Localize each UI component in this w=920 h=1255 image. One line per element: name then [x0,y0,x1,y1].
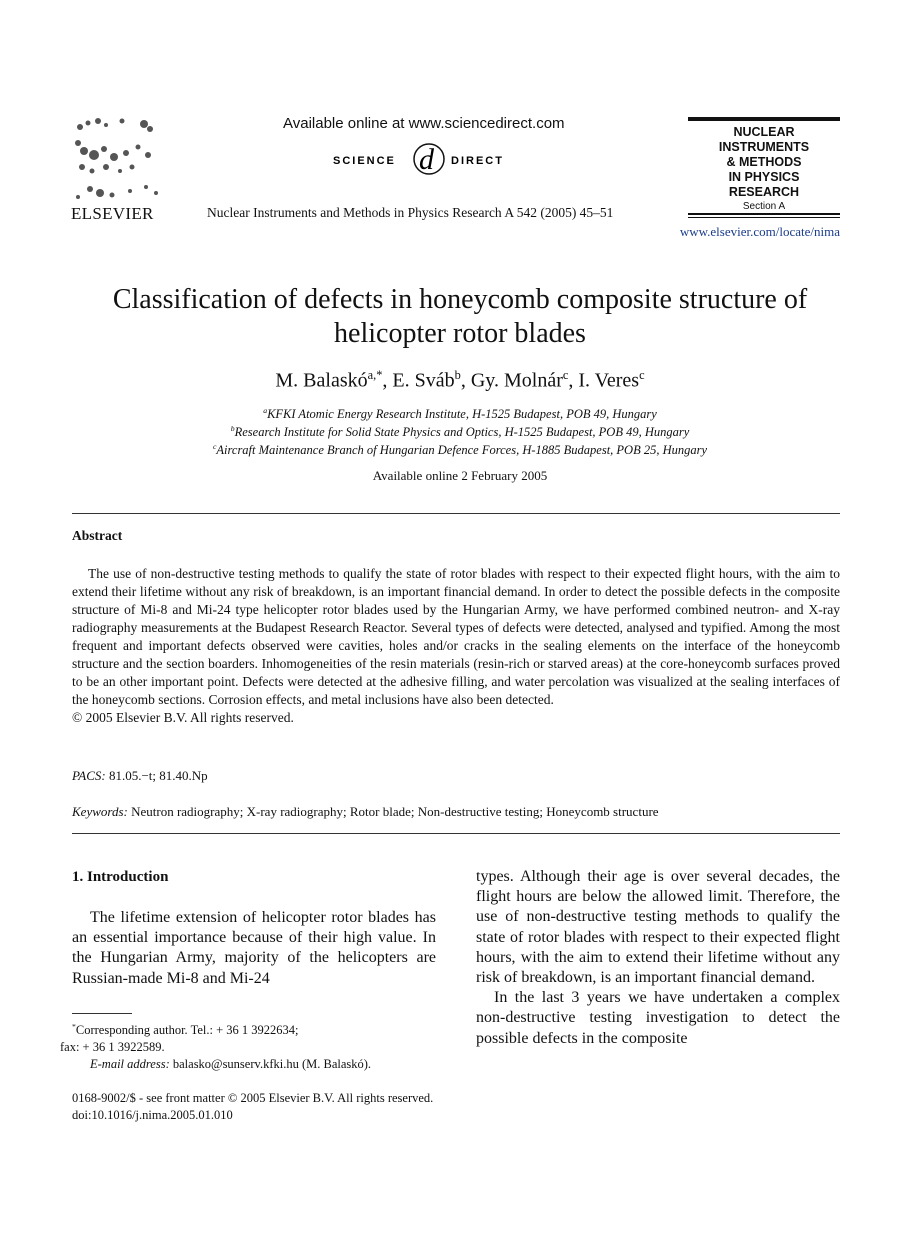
sd-right-word: DIRECT [451,155,504,167]
journal-logo-line: & METHODS [726,155,802,169]
author-sup: a,* [367,368,383,382]
keywords-list: Neutron radiography; X-ray radiography; Rotor blade; Non-destructive testing; Honeycomb structure [131,804,659,819]
divider [72,833,840,834]
abstract-copyright: © 2005 Elsevier B.V. All rights reserved. [72,710,294,725]
available-date: Available online 2 February 2005 [372,468,548,483]
divider [72,513,840,514]
affiliation-text: Aircraft Maintenance Branch of Hungarian Defence Forces, H-1885 Budapest, POB 25, Hungary [216,443,708,458]
journal-section: Section A [742,201,786,212]
journal-url-link[interactable]: www.elsevier.com/locate/nima [679,224,840,239]
affiliation [60,442,860,458]
abstract-text: The use of non-destructive testing methods to qualify the state of rotor blades with respect to their expected flight hours, with the aim to extend their lifetime without any risk of breakdown, is an important financial demand. In order to detect the possible defects in the composite structure of Mi-8 and Mi-24 type helicopter rotor blades used by the Hungarian Army, we have performed combined neutron- and X-ray radiography measurements at the Budapest Research Reactor. Several types of defects were detected, analysed and typified. Among the most frequent and important defects observed were cavities, holes and/or cracks in the sealing elements on the interface of the honeycomb structure and the section boarders. Inhomogeneities of the resin materials (resin-rich or starved areas) at the core-honeycomb surfaces proved to be an other important point. Defects were detected at the adhesive filling, and water percolation was visualized at the sealing interfaces of the honeycomb sections. Corrosion effects, and metal inclusions have also been detected. [72,566,840,707]
intro-right-paragraph: In the last 3 years we have undertaken a complex non-destructive testing investigation to detect the possible defects in the composite [476,989,840,1047]
doi-line: doi:10.1016/j.nima.2005.01.010 [72,1108,233,1122]
footnote-line: *Corresponding author. Tel.: + 36 1 3922634; [72,1022,299,1038]
intro-right-column [476,867,840,1049]
author-sup: c [562,368,569,382]
author-name: E. Sváb [392,369,455,392]
available-online-text: Available online at www.sciencedirect.com [283,115,565,132]
journal-reference: Nuclear Instruments and Methods in Physics Research A 542 (2005) 45–51 [207,205,614,220]
paper-title-line: helicopter rotor blades [334,318,586,349]
journal-logo-line: NUCLEAR [733,125,795,139]
footnote-corresponding: Corresponding author. Tel.: + 36 1 3922634; [75,1023,299,1038]
journal-logo-rule-bottom-thin [688,217,840,218]
paper-title-line: Classification of defects in honeycomb composite structure of [112,284,808,315]
email-address: balasko@sunserv.kfki.hu (M. Balaskó). [172,1057,372,1072]
sciencedirect-logo [333,140,523,180]
paper-title [60,283,860,351]
affiliation [60,424,860,440]
publisher-name: ELSEVIER [71,204,154,223]
abstract-heading: Abstract [72,528,123,543]
journal-logo-line: INSTRUMENTS [718,140,810,154]
front-matter [72,1090,433,1124]
author-name: I. Veres [578,369,640,392]
author-name: M. Balaskó [275,369,368,392]
author-name: Gy. Molnár [470,369,563,392]
section-heading: 1. Introduction [72,869,169,885]
affiliation-sup: a [263,406,268,415]
pacs-label: PACS: [72,768,106,783]
affiliation [60,406,860,422]
journal-logo-line: IN PHYSICS [728,170,800,184]
abstract-body [72,565,840,727]
keywords-line [72,804,659,820]
email-label: E-mail address: [90,1057,170,1072]
intro-right-paragraph: types. Although their age is over several decades, the flight hours are below the allowed limit. Therefore, the use of non-destructive testing methods to qualify the state of rotor blades with respect to their expected flight hours, with the aim to extend their lifetime without any risk of breakdown, is an important financial demand. [476,868,840,987]
svg-text:d: d [419,143,434,176]
footnote-email-line [60,1056,440,1073]
pacs-line [72,768,208,784]
journal-logo [688,125,840,200]
elsevier-tree-logo [70,115,165,205]
keywords-label: Keywords: [72,804,128,819]
footnote [60,1018,440,1073]
journal-logo-rule-top [688,117,840,121]
intro-left-paragraph: The lifetime extension of helicopter rotor blades has an essential importance because of their high value. In the Hungarian Army, majority of the helicopters are Russian-made Mi-8 and Mi-24 [72,909,436,987]
front-matter-line: 0168-9002/$ - see front matter © 2005 Elsevier B.V. All rights reserved. [72,1091,434,1105]
pacs-codes: 81.05.−t; 81.40.Np [108,768,208,783]
affiliation-text: KFKI Atomic Energy Research Institute, H-1525 Budapest, POB 49, Hungary [267,407,657,422]
author-list: M. Balaskó$^{a,*}$, E. Sváb$^b$, Gy. Molnár$^c$, I. Veres$^c$ [275,368,645,392]
affiliation-text: Research Institute for Solid State Physics and Optics, H-1525 Budapest, POB 49, Hungary [234,425,690,440]
affiliation-sup: c [212,442,217,451]
affiliation-sup: b [230,424,235,433]
sd-left-word: SCIENCE [333,155,396,167]
footnote-rule [72,1013,132,1014]
footnote-fax: fax: + 36 1 3922589. [60,1040,165,1055]
journal-logo-rule-bottom [688,213,840,215]
author-sup: b [454,368,461,382]
author-sup: c [639,368,645,382]
journal-logo-line: RESEARCH [728,185,800,199]
